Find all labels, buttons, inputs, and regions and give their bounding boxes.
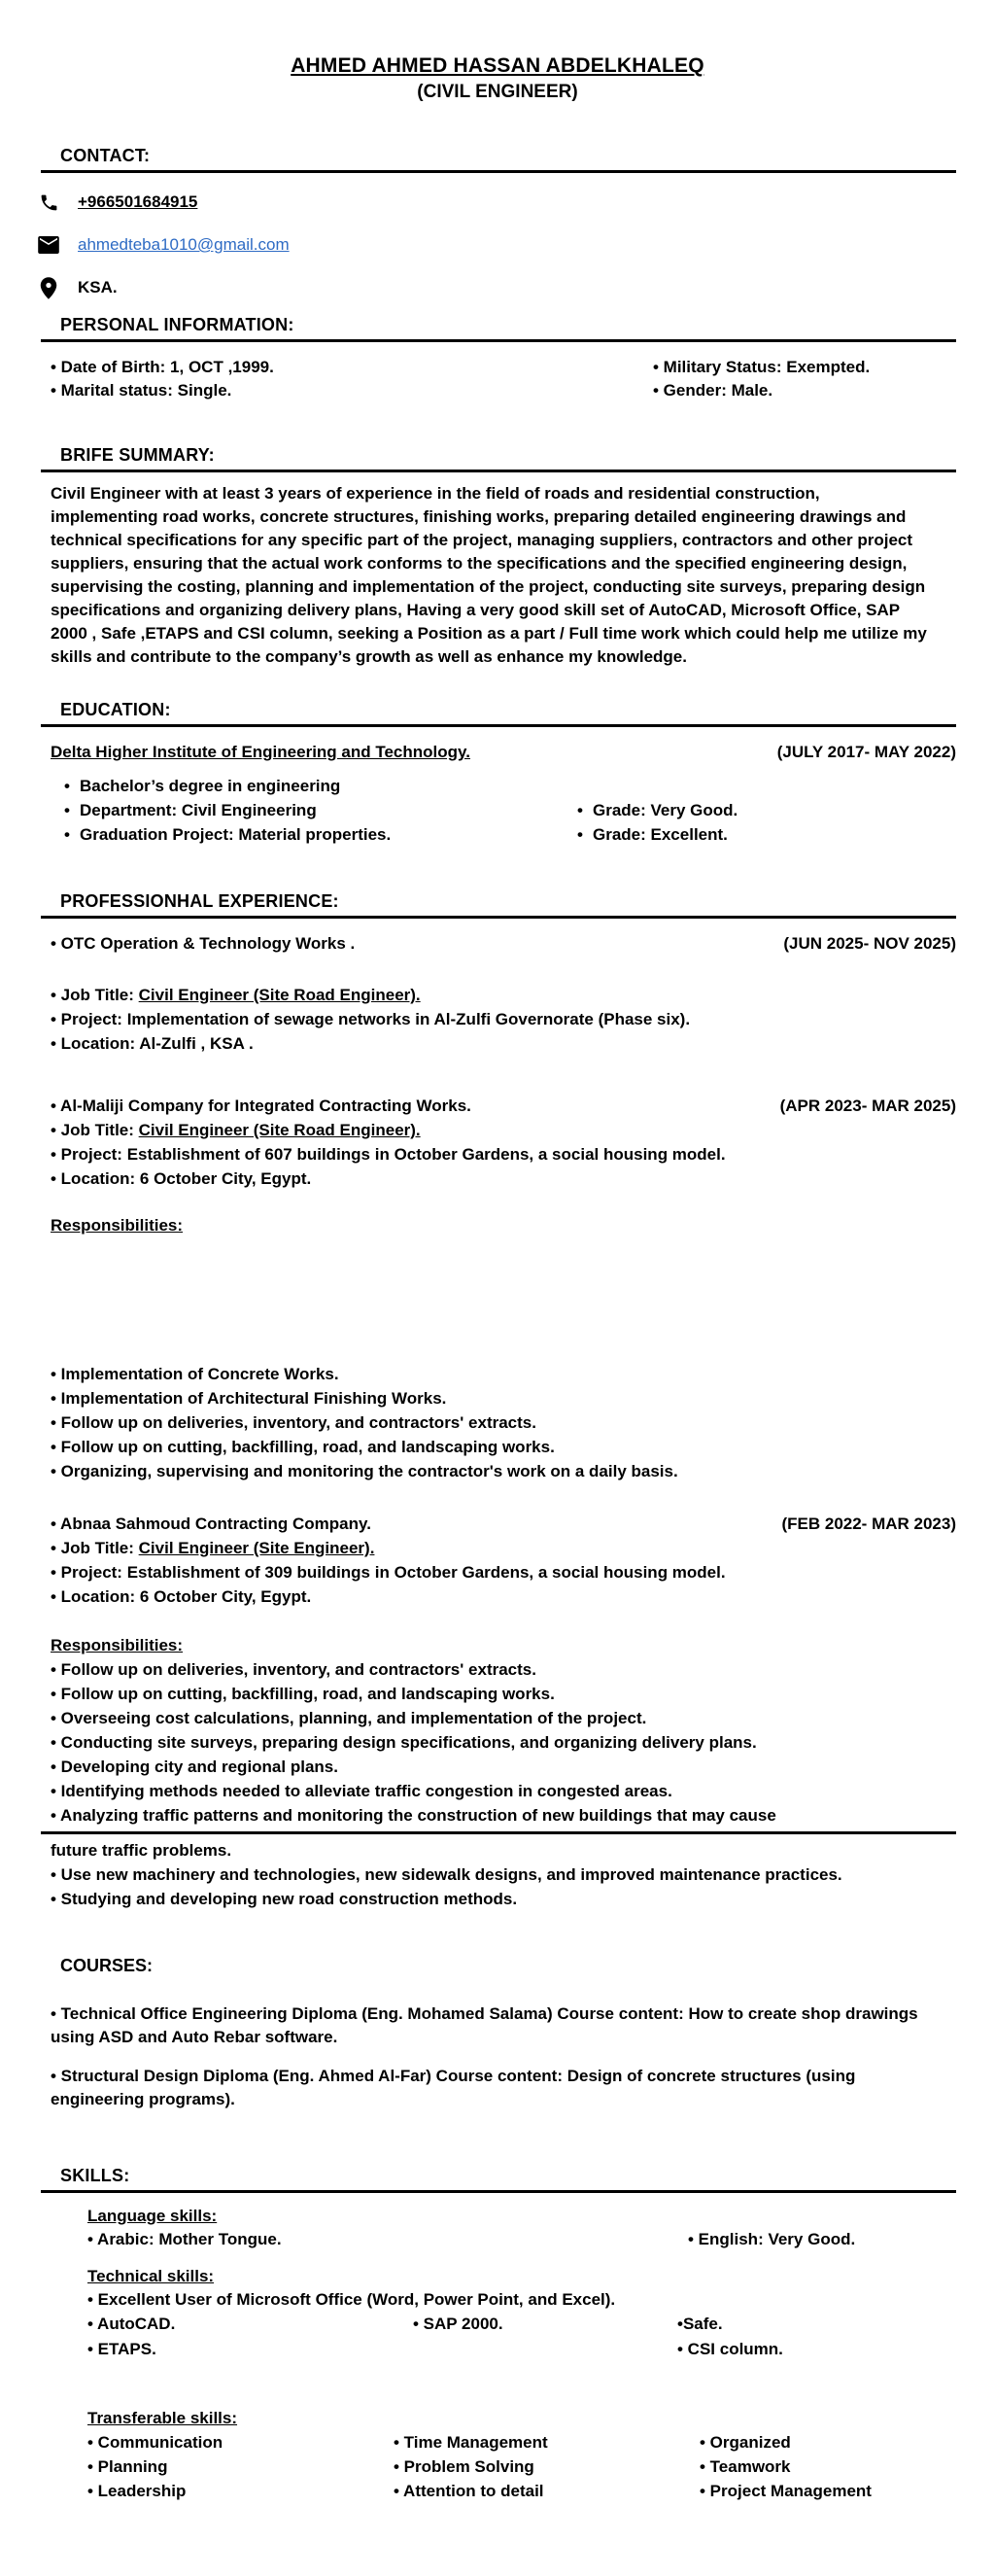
job-entry: [51, 1513, 956, 1536]
contact-heading: CONTACT:: [60, 146, 151, 165]
responsibility-item: • Developing city and regional plans.: [51, 1758, 338, 1776]
job-title-line: [51, 983, 956, 1007]
job-entry: [51, 932, 956, 956]
language-skill-item: • Arabic: Mother Tongue.: [87, 2230, 282, 2248]
education-heading: EDUCATION:: [60, 700, 171, 719]
transferable-skills-heading: Transferable skills:: [87, 2409, 238, 2427]
responsibility-item: • Organizing, supervising and monitoring the contractor's work on a daily basis.: [51, 1462, 678, 1480]
bullet-glyph: •: [577, 801, 583, 819]
technical-skills-heading: Technical skills:: [87, 2267, 215, 2285]
responsibilities-heading: Responsibilities:: [51, 1636, 184, 1654]
transferable-skill-item: • Teamwork: [700, 2457, 791, 2476]
technical-skill-item: • Excellent User of Microsoft Office (Word, Power Point, and Excel).: [87, 2290, 616, 2309]
experience-divider: [41, 916, 956, 919]
technical-skill-item: • ETAPS.: [87, 2340, 156, 2358]
skills-divider: [41, 2190, 956, 2193]
courses-heading: COURSES:: [60, 1956, 154, 1975]
contact-location-row: [51, 266, 956, 309]
job-location: • Location: Al-Zulfi , KSA .: [51, 1034, 254, 1053]
responsibility-item: • Follow up on cutting, backfilling, road, and landscaping works.: [51, 1438, 555, 1456]
education-details: [51, 774, 956, 847]
job-title: Civil Engineer (Site Engineer).: [138, 1539, 375, 1557]
technical-skill-item: •Safe.: [677, 2315, 723, 2333]
contact-divider: [41, 170, 956, 173]
education-item: Department: Civil Engineering: [80, 801, 317, 819]
transferable-skill-item: • Project Management: [700, 2482, 872, 2500]
technical-skill-item: • AutoCAD.: [87, 2315, 176, 2333]
skills-heading: SKILLS:: [60, 2166, 130, 2185]
language-skill-item: • English: Very Good.: [688, 2230, 856, 2248]
job-project: • Project: Establishment of 607 buildings in October Gardens, a social housing model.: [51, 1145, 726, 1164]
job-company: • Abnaa Sahmoud Contracting Company.: [51, 1514, 371, 1533]
job-location: • Location: 6 October City, Egypt.: [51, 1169, 312, 1188]
job-title: Civil Engineer (Site Road Engineer).: [138, 1121, 421, 1139]
job-title-label: • Job Title:: [51, 1121, 139, 1139]
contact-list: [51, 181, 956, 309]
contact-email-row: [51, 224, 956, 266]
location-text: KSA.: [78, 278, 118, 296]
summary-divider: [41, 470, 956, 472]
job-title-label: • Job Title:: [51, 986, 139, 1004]
education-item: Bachelor’s degree in engineering: [80, 777, 341, 795]
education-grade: Grade: Very Good.: [593, 801, 738, 819]
technical-skill-item: • CSI column.: [677, 2340, 783, 2358]
job-location: • Location: 6 October City, Egypt.: [51, 1587, 312, 1606]
job-company: • Al-Maliji Company for Integrated Contracting Works.: [51, 1097, 471, 1115]
bullet-glyph: •: [577, 825, 583, 844]
education-grade: Grade: Excellent.: [593, 825, 728, 844]
education-dates: (JULY 2017- MAY 2022): [776, 743, 956, 761]
responsibility-item: • Identifying methods needed to alleviate traffic congestion in congested areas.: [51, 1782, 672, 1800]
education-divider: [41, 724, 956, 727]
personal-info-divider: [41, 339, 956, 342]
personal-info-grid: [51, 356, 956, 402]
email-icon: [37, 233, 60, 257]
contact-phone-row: [51, 181, 956, 224]
transferable-skill-item: • Attention to detail: [394, 2482, 544, 2500]
responsibilities-list: [51, 1362, 956, 1483]
job-dates: (APR 2023- MAR 2025): [779, 1097, 956, 1115]
personal-item: • Gender: Male.: [653, 381, 773, 400]
personal-item: • Marital status: Single.: [51, 381, 232, 400]
job-title-line: [51, 1536, 956, 1560]
responsibility-item: • Use new machinery and technologies, new sidewalk designs, and improved maintenance practices.: [51, 1865, 842, 1884]
transferable-skill-item: • Problem Solving: [394, 2457, 534, 2476]
responsibility-item: • Implementation of Concrete Works.: [51, 1365, 339, 1383]
responsibility-item: • Implementation of Architectural Finishing Works.: [51, 1389, 447, 1408]
responsibility-item: • Studying and developing new road construction methods.: [51, 1890, 518, 1908]
skills-body: [87, 2205, 956, 2503]
responsibilities-list: [51, 1657, 956, 1911]
location-pin-icon: [37, 276, 60, 299]
technical-skill-item: [413, 2337, 677, 2362]
personal-info-heading: PERSONAL INFORMATION:: [60, 315, 294, 334]
phone-link[interactable]: +966501684915: [78, 192, 198, 211]
personal-item: • Date of Birth: 1, OCT ,1999.: [51, 358, 274, 376]
language-skills-heading: Language skills:: [87, 2207, 218, 2225]
responsibilities-heading: Responsibilities:: [51, 1216, 184, 1235]
summary-text: Civil Engineer with at least 3 years of experience in the field of roads and residential construction, implementing road works, concrete structures, finishing works, preparing detailed engineering drawings and technical specifications for any specific part of the project, managing suppliers, contractors and other project suppliers, ensuring that the actual work conforms to the specifications and the specified engineering design, supervising the costing, planning and implementation of the project, conducting site surveys, preparing design specifications and organizing delivery plans, Having a very good skill set of AutoCAD, Microsoft Office, SAP 2000 , Safe ,ETAPS and CSI column, seeking a Position as a part / Full time work which could help me utilize my skills and contribute to the company’s growth as well as enhance my knowledge.: [51, 484, 927, 666]
responsibility-item-continued: future traffic problems.: [51, 1841, 232, 1860]
phone-icon: [37, 191, 60, 214]
education-item: Graduation Project: Material properties.: [80, 825, 392, 844]
job-title-line: [51, 1118, 956, 1142]
page-gap: [51, 1237, 956, 1362]
candidate-name: AHMED AHMED HASSAN ABDELKHALEQ: [291, 54, 704, 77]
candidate-role: (CIVIL ENGINEER): [417, 82, 578, 102]
personal-item: • Military Status: Exempted.: [653, 358, 871, 376]
education-school: Delta Higher Institute of Engineering and Technology.: [51, 743, 470, 761]
course-item: • Structural Design Diploma (Eng. Ahmed Al-Far) Course content: Design of concrete structures (using engineering programs).: [51, 2067, 856, 2108]
responsibility-item: • Follow up on cutting, backfilling, road, and landscaping works.: [51, 1685, 555, 1703]
job-entry: [51, 1095, 956, 1118]
responsibility-item: • Overseeing cost calculations, planning, and implementation of the project.: [51, 1709, 647, 1727]
job-title: Civil Engineer (Site Road Engineer).: [138, 986, 421, 1004]
experience-heading: PROFESSIONHAL EXPERIENCE:: [60, 891, 339, 911]
responsibility-item: • Conducting site surveys, preparing design specifications, and organizing delivery plans.: [51, 1733, 757, 1752]
job-title-label: • Job Title:: [51, 1539, 139, 1557]
job-dates: (JUN 2025- NOV 2025): [783, 934, 956, 953]
course-item: • Technical Office Engineering Diploma (Eng. Mohamed Salama) Course content: How to create shop drawings using ASD and Auto Rebar software.: [51, 2004, 918, 2046]
bullet-glyph: •: [64, 801, 70, 819]
summary-heading: BRIFE SUMMARY:: [60, 445, 215, 465]
job-project: • Project: Establishment of 309 buildings in October Gardens, a social housing model.: [51, 1563, 726, 1582]
email-link[interactable]: ahmedteba1010@gmail.com: [78, 235, 290, 254]
transferable-skill-item: • Communication: [87, 2433, 223, 2452]
job-company: • OTC Operation & Technology Works .: [51, 934, 356, 953]
job-dates: (FEB 2022- MAR 2023): [781, 1514, 956, 1533]
transferable-skill-item: • Planning: [87, 2457, 168, 2476]
job-project: • Project: Implementation of sewage networks in Al-Zulfi Governorate (Phase six).: [51, 1010, 691, 1028]
responsibility-item: • Follow up on deliveries, inventory, and contractors' extracts.: [51, 1660, 536, 1679]
transferable-skill-item: • Organized: [700, 2433, 791, 2452]
bullet-glyph: •: [64, 825, 70, 844]
page-break-divider: [41, 1831, 956, 1834]
technical-skill-item: • SAP 2000.: [413, 2315, 503, 2333]
responsibility-item: • Follow up on deliveries, inventory, and contractors' extracts.: [51, 1413, 536, 1432]
transferable-skill-item: • Leadership: [87, 2482, 187, 2500]
bullet-glyph: •: [64, 777, 70, 795]
responsibility-item: • Analyzing traffic patterns and monitoring the construction of new buildings that may cause: [51, 1806, 776, 1825]
transferable-skill-item: • Time Management: [394, 2433, 548, 2452]
